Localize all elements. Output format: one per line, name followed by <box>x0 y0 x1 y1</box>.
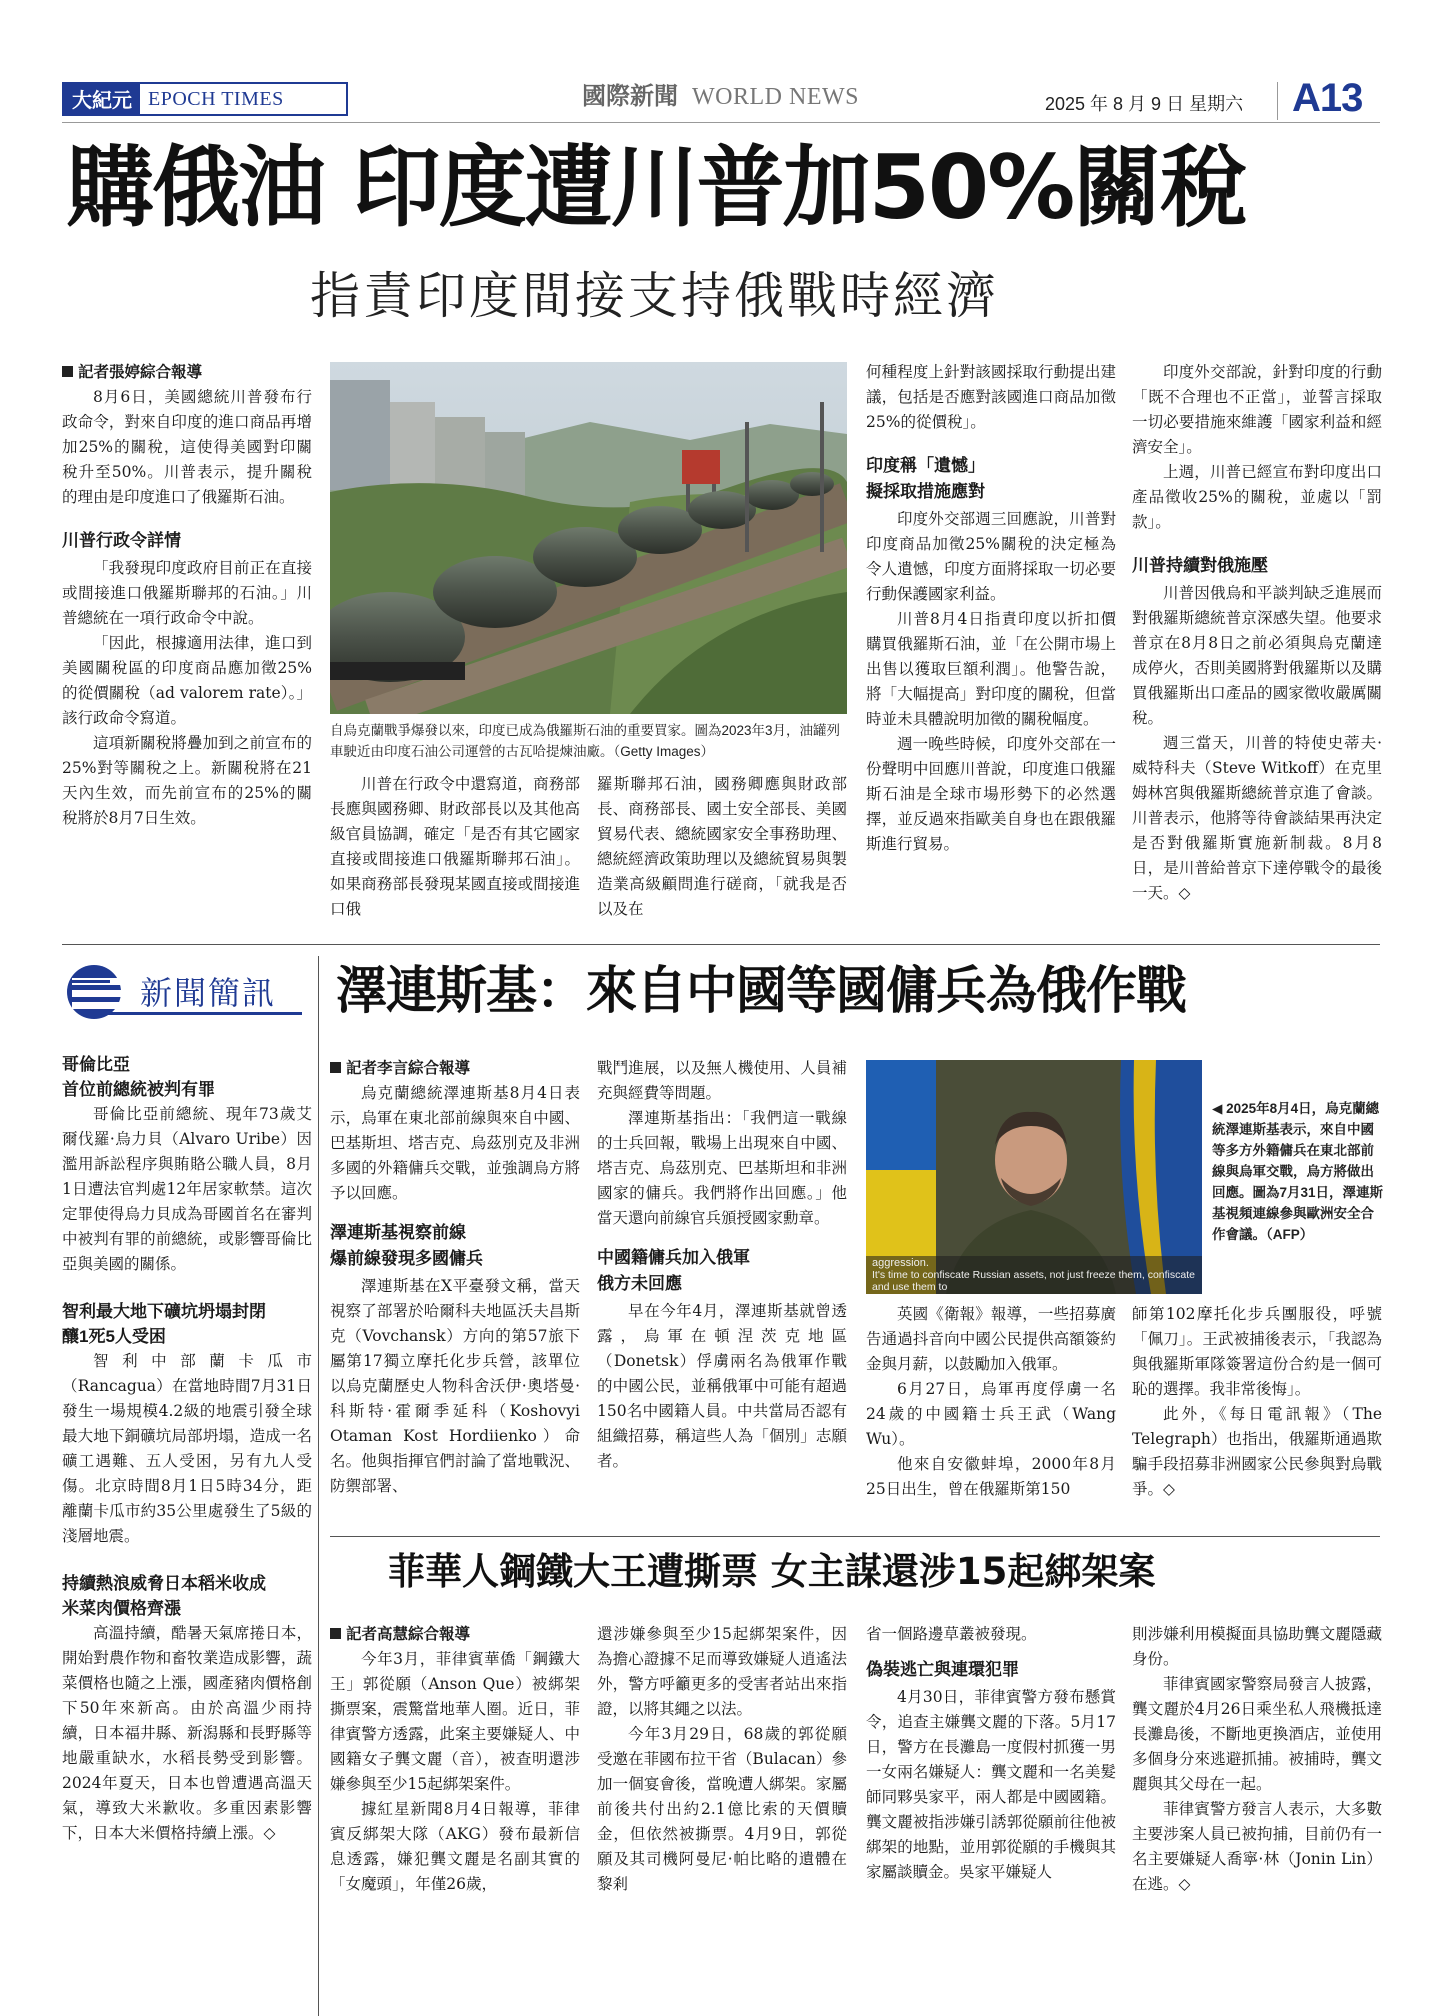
paragraph: 上週，川普已經宣布對印度出口產品徵收25%的關稅，並處以「罰款」。 <box>1132 463 1382 531</box>
paragraph: 4月30日，菲律賓警方發布懸賞令，追查主嫌龔文麗的下落。5月17日，警方在長灘島一度假村抓獲一男一女兩名嫌疑人：龔文麗和一名美髮師同夥吳家平，兩人都是中國國籍。龔文麗被指涉嫌引誘郭從願前往他被綁架的地點，並用郭從願的手機與其家屬談贖金。吳家平嫌疑人 <box>866 1688 1116 1881</box>
paragraph: 早在今年4月，澤連斯基就曾透露，烏軍在頓涅茨克地區（Donetsk）俘虜兩名為俄軍作戰的中國公民，並稱俄軍中可能有超過150名中國籍人員。中共當局否認有組織招募，稱這些人為「個別」志願者。 <box>597 1302 847 1470</box>
paragraph: 川普在行政令中還寫道，商務部長應與國務卿、財政部長以及其他高級官員協調，確定「是否有其它國家直接或間接進口俄羅斯聯邦石油」。如果商務部長發現某國直接或間接進口俄 <box>330 775 580 918</box>
paragraph: 據紅星新聞8月4日報導，菲律賓反綁架大隊（AKG）發布最新信息透露，嫌犯龔文麗是名副其實的「女魔頭」，年僅26歲， <box>330 1800 580 1893</box>
briefs-column <box>62 1052 312 1846</box>
story2-photo <box>866 1060 1202 1294</box>
section-en: WORLD NEWS <box>692 84 859 110</box>
section-header <box>582 76 859 112</box>
paragraph: 菲律賓國家警察局發言人披露，龔文麗於4月26日乘坐私人飛機抵達長灘島後，不斷地更換酒店，並使用多個身分來逃避抓捕。被捕時，龔文麗與其父母在一起。 <box>1132 1675 1382 1793</box>
header-divider <box>1277 82 1278 120</box>
briefs-underline <box>102 1012 302 1015</box>
paragraph: 「因此，根據適用法律，進口到美國關稅區的印度商品應加徵25%的從價關稅（ad valorem rate）。」該行政命令寫道。 <box>62 634 312 727</box>
paragraph: 何種程度上針對該國採取行動提出建議，包括是否應對該國進口商品加徵25%的從價稅」。 <box>866 363 1116 431</box>
section-heading: 川普持續對俄施壓 <box>1132 556 1268 575</box>
byline-square-icon <box>330 1628 341 1639</box>
paragraph: 週一晚些時候，印度外交部在一份聲明中回應川普說，印度進口俄羅斯石油是全球市場形勢下的必然選擇，並反過來指歐美自身也在跟俄羅斯進行貿易。 <box>866 735 1116 853</box>
paragraph: 今年3月29日，68歲的郭從願受邀在菲國布拉干省（Bulacan）參加一個宴會後，當晚遭人綁架。家屬前後共付出約2.1億比索的天價贖金，但依然被撕票。4月9日，郭從願及其司機阿曼尼·帕比略的遺體在黎剎 <box>597 1725 847 1893</box>
video-subtitle-2: It's time to confiscate Russian assets, not just freeze them, confiscate and use them to <box>872 1269 1195 1293</box>
page-number: A13 <box>1292 76 1363 120</box>
main-col-2 <box>330 772 580 922</box>
paragraph: 省一個路邊草叢被發現。 <box>866 1625 1037 1643</box>
paragraph: 澤連斯基指出：「我們這一戰線的士兵回報，戰場上出現來自中國、塔吉克、烏茲別克、巴基斯坦和非洲國家的傭兵。我們將作出回應。」他當天還向前線官兵頒授國家勳章。 <box>597 1109 847 1227</box>
paragraph: 週三當天，川普的特使史蒂夫·威特科夫（Steve Witkoff）在克里姆林宮與俄羅斯總統普京進了會談。川普表示，他將等待會談結果再決定是否對俄羅斯實施新制裁。8月8日，是川普給普京下達停戰令的最後一天。◇ <box>1132 734 1382 902</box>
issue-date: 2025 年 8 月 9 日 星期六 <box>1045 94 1244 114</box>
paragraph: 川普8月4日指責印度以折扣價購買俄羅斯石油，並「在公開市場上出售以獲取巨額利潤」。他警告說，將「大幅提高」對印度的關稅，但當時並未具體說明加徵的關稅幅度。 <box>866 610 1116 728</box>
paragraph: 還涉嫌參與至少15起綁架案件，因為擔心證據不足而導致嫌疑人逍遙法外，警方呼籲更多的受害者站出來指證，以將其繩之以法。 <box>597 1625 847 1718</box>
paragraph: 英國《衛報》報導，一些招募廣告通過抖音向中國公民提供高額簽約金與月薪，以鼓勵加入俄軍。 <box>866 1305 1116 1373</box>
masthead <box>62 82 348 116</box>
main-col-1 <box>62 360 312 831</box>
main-col-4 <box>866 360 1116 857</box>
briefs-divider <box>318 956 319 2016</box>
logo-en: EPOCH TIMES <box>148 87 284 110</box>
paragraph: 「我發現印度政府目前正在直接或間接進口俄羅斯聯邦的石油。」川普總統在一項行政命令中說。 <box>62 559 312 627</box>
story2-col-1 <box>330 1056 580 1499</box>
main-photo-caption: 自烏克蘭戰爭爆發以來，印度已成為俄羅斯石油的重要買家。圖為2023年3月，油罐列車駛近由印度石油公司運營的古瓦哈提煉油廠。（Getty Images） <box>330 723 841 759</box>
paragraph: 印度外交部說，針對印度的行動「既不合理也不正當」，並誓言採取一切必要措施來維護「國家利益和經濟安全」。 <box>1132 363 1382 456</box>
story3-col-3 <box>866 1622 1116 1885</box>
paragraph: 6月27日，烏軍再度俘虜一名24歲的中國籍士兵王武（Wang Wu）。 <box>866 1380 1116 1448</box>
brief-title: 智利最大地下礦坑坍塌封閉 釀1死5人受困 <box>62 1302 266 1346</box>
section-cn: 國際新聞 <box>582 82 678 110</box>
briefs-label <box>62 960 312 1024</box>
section-heading: 印度稱「遺憾」 擬採取措施應對 <box>866 456 985 501</box>
main-subhead: 指責印度間接支持俄戰時經濟 <box>310 267 999 325</box>
brief-title: 哥倫比亞 首位前總統被判有罪 <box>62 1055 215 1099</box>
byline: 記者李言綜合報導 <box>330 1056 580 1081</box>
paragraph: 這項新關稅將疊加到之前宣布的25%對等關稅之上。新關稅將在21天內生效，而先前宣布的25%的關稅將於8月7日生效。 <box>62 734 312 827</box>
section-heading: 澤連斯基視察前線 爆前線發現多國傭兵 <box>330 1223 483 1268</box>
paragraph: 澤連斯基在X平臺發文稱，當天視察了部署於哈爾科夫地區沃夫昌斯克（Vovchansk）方向的第57旅下屬第17獨立摩托化步兵營，該單位以烏克蘭歷史人物科舍沃伊·奧塔曼·科斯特·霍爾季延科（Koshovyi Otaman Kost Hordiienko）命名。他與指揮官們討論了當地戰況、防禦部署、 <box>330 1277 580 1495</box>
paragraph: 烏克蘭總統澤連斯基8月4日表示，烏軍在東北部前線與來自中國、巴基斯坦、塔吉克、烏茲別克及非洲多國的外籍傭兵交戰，並強調烏方將予以回應。 <box>330 1084 580 1202</box>
byline: 記者高慧綜合報導 <box>330 1622 580 1647</box>
section-heading: 偽裝逃亡與連環犯罪 <box>866 1660 1019 1679</box>
story2-photo-caption: ◀ 2025年8月4日，烏克蘭總統澤連斯基表示，來自中國等多方外籍傭兵在東北部前線與烏軍交戰，烏方將做出回應。圖為7月31日，澤連斯基視頻連線參與歐洲安全合作會議。（AFP） <box>1212 1101 1384 1242</box>
brief-title: 持續熱浪威脅日本稻米收成 米菜肉價格齊漲 <box>62 1574 266 1618</box>
story3-col-2 <box>597 1622 847 1897</box>
brief-body: 哥倫比亞前總統、現年73歲艾爾伐羅·烏力貝（Alvaro Uribe）因濫用訴訟程序與賄賂公職人員，8月1日遭法官判處12年居家軟禁。這次定罪使得烏力貝成為哥國首名在審判中被判有罪的前總統，或影響哥倫比亞與美國的關係。 <box>62 1105 312 1273</box>
briefs-title: 新聞簡訊 <box>140 974 277 1012</box>
paragraph: 此外，《每日電訊報》（The Telegraph）也指出，俄羅斯通過欺騙手段招募非洲國家公民參與對烏戰爭。◇ <box>1132 1405 1382 1498</box>
header-rule <box>62 122 1380 123</box>
story2-col-3 <box>866 1302 1116 1502</box>
story3-col-1 <box>330 1622 580 1897</box>
paragraph: 印度外交部週三回應說，川普對印度商品加徵25%關稅的決定極為令人遺憾，印度方面將採取一切必要行動保護國家利益。 <box>866 510 1116 603</box>
paragraph: 今年3月，菲律賓華僑「鋼鐵大王」郭從願（Anson Que）被綁架撕票案，震驚當地華人圈。近日，菲律賓警方透露，此案主要嫌疑人、中國籍女子龔文麗（音），被查明還涉嫌參與至少15起綁架案件。 <box>330 1650 580 1793</box>
paragraph: 8月6日，美國總統川普發布行政命令，對來自印度的進口商品再增加25%的關稅，這使得美國對印關稅升至50%。川普表示，提升關稅的理由是印度進口了俄羅斯石油。 <box>62 388 312 506</box>
paragraph: 川普因俄烏和平談判缺乏進展而對俄羅斯總統普京深感失望。他要求普京在8月8日之前必須與烏克蘭達成停火，否則美國將對俄羅斯以及購買俄羅斯出口產品的國家徵收嚴厲關稅。 <box>1132 584 1382 727</box>
main-col-3 <box>597 772 847 922</box>
paragraph: 戰鬥進展，以及無人機使用、人員補充與經費等問題。 <box>597 1059 847 1102</box>
paragraph: 他來自安徽蚌埠，2000年8月25日出生，曾在俄羅斯第150 <box>866 1455 1116 1498</box>
paragraph: 羅斯聯邦石油，國務卿應與財政部長、商務部長、國土安全部長、美國貿易代表、總統國家安全事務助理、總統經濟政策助理以及總統貿易與製造業高級顧問進行磋商，「就我是否以及在 <box>597 775 847 918</box>
oil-train-photo <box>330 362 847 714</box>
byline-square-icon <box>62 366 73 377</box>
main-col-5 <box>1132 360 1382 906</box>
paragraph: 師第102摩托化步兵團服役，呼號「佩刀」。王武被捕後表示，「我認為與俄羅斯軍隊簽署這份合約是一個可恥的選擇。我非常後悔」。 <box>1132 1305 1382 1398</box>
main-photo <box>330 362 847 714</box>
paragraph: 菲律賓警方發言人表示，大多數主要涉案人員已被拘捕，目前仍有一名主要嫌疑人喬寧·林（Jonin Lin）在逃。◇ <box>1132 1800 1382 1893</box>
section-rule <box>62 944 1380 945</box>
brief-body: 智利中部蘭卡瓜市（Rancagua）在當地時間7月31日發生一場規模4.2級的地震引發全球最大地下銅礦坑局部坍塌，造成一名礦工遇難、五人受困，另有九人受傷。北京時間8月1日5時34分，距離蘭卡瓜市約35公里處發生了5級的淺層地震。 <box>62 1352 312 1545</box>
paragraph: 則涉嫌利用模擬面具協助龔文麗隱藏身份。 <box>1132 1625 1382 1668</box>
byline: 記者張婷綜合報導 <box>62 360 312 385</box>
story2-headline: 澤連斯基：來自中國等國傭兵為俄作戰 <box>336 962 1187 1021</box>
video-subtitle-1: aggression. <box>872 1257 929 1269</box>
section-heading: 川普行政令詳情 <box>62 531 181 550</box>
story3-col-4 <box>1132 1622 1382 1897</box>
story2-col-2 <box>597 1056 847 1474</box>
main-headline: 購俄油 印度遭川普加50%關稅 <box>66 136 1246 239</box>
logo-cn: 大紀元 <box>64 84 140 114</box>
section-rule <box>330 1536 1380 1537</box>
story2-col-4 <box>1132 1302 1382 1502</box>
brief-body: 高溫持續，酷暑天氣席捲日本，開始對農作物和畜牧業造成影響，蔬菜價格也隨之上漲，國產豬肉價格創下50年來新高。由於高溫少雨持續，日本福井縣、新潟縣和長野縣等地嚴重缺水，水稻長勢受到影響。2024年夏天，日本也曾遭遇高溫天氣，導致大米歉收。多重因素影響下，日本大米價格持續上漲。◇ <box>62 1624 312 1842</box>
story3-headline: 菲華人鋼鐵大王遭撕票 女主謀還涉15起綁架案 <box>388 1550 1156 1593</box>
byline-square-icon <box>330 1062 341 1073</box>
section-heading: 中國籍傭兵加入俄軍 俄方未回應 <box>597 1248 750 1293</box>
